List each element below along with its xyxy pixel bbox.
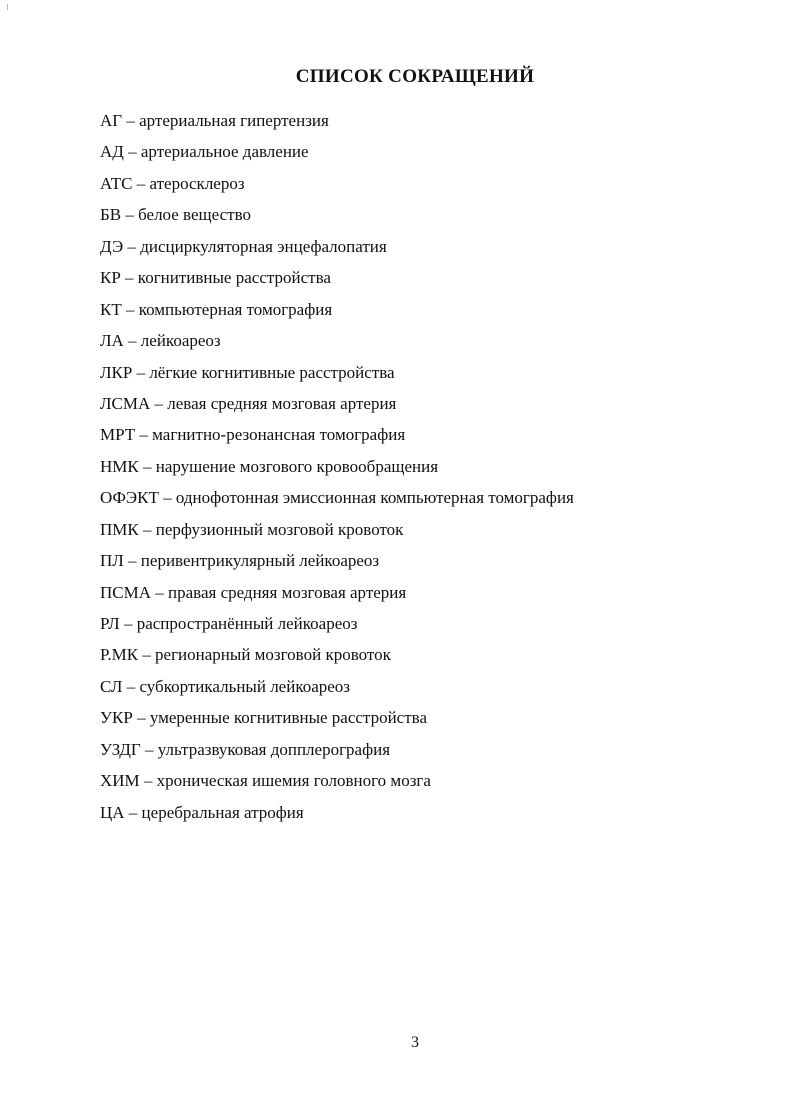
abbreviation-item: ОФЭКТ – однофотонная эмиссионная компьютерная томография: [100, 488, 574, 508]
abbreviation-item: БВ – белое вещество: [100, 205, 251, 225]
abbreviation-item: ПЛ – перивентрикулярный лейкоареоз: [100, 551, 380, 571]
abbreviation-item: КР – когнитивные расстройства: [100, 268, 331, 288]
abbreviation-item: УКР – умеренные когнитивные расстройства: [100, 708, 427, 728]
abbreviation-item: АТС – атеросклероз: [100, 173, 245, 193]
page-number: 3: [411, 1034, 419, 1051]
abbreviation-item: ЦА – церебральная атрофия: [100, 802, 304, 822]
abbreviation-item: РЛ – распространённый лейкоареоз: [100, 614, 358, 633]
abbreviation-item: ПМК – перфузионный мозговой кровоток: [100, 519, 404, 539]
abbreviation-item: ЛКР – лёгкие когнитивные расстройства: [100, 362, 395, 382]
abbreviation-item: СЛ – субкортикальный лейкоареоз: [100, 676, 351, 696]
abbreviation-list: [100, 107, 574, 830]
abbreviation-item: ДЭ – дисциркуляторная энцефалопатия: [100, 236, 387, 256]
abbreviation-item: АД – артериальное давление: [100, 142, 309, 162]
scan-artifact-mark: [7, 4, 8, 10]
abbreviation-item: Р.МК – регионарный мозговой кровоток: [100, 645, 391, 665]
abbreviation-item: КТ – компьютерная томография: [100, 299, 333, 319]
abbreviation-item: АГ – артериальная гипертензия: [100, 111, 329, 130]
abbreviation-item: ЛА – лейкоареоз: [100, 331, 221, 351]
abbreviation-item: ХИМ – хроническая ишемия головного мозга: [100, 771, 431, 791]
abbreviation-item: УЗДГ – ультразвуковая допплерография: [100, 739, 391, 759]
abbreviation-item: ЛСМА – левая средняя мозговая артерия: [100, 393, 397, 413]
abbreviation-item: ПСМА – правая средняя мозговая артерия: [100, 582, 407, 602]
abbreviation-item: МРТ – магнитно-резонансная томография: [100, 425, 406, 445]
page-title: СПИСОК СОКРАЩЕНИЙ: [295, 66, 535, 87]
abbreviation-item: НМК – нарушение мозгового кровообращения: [100, 456, 439, 476]
